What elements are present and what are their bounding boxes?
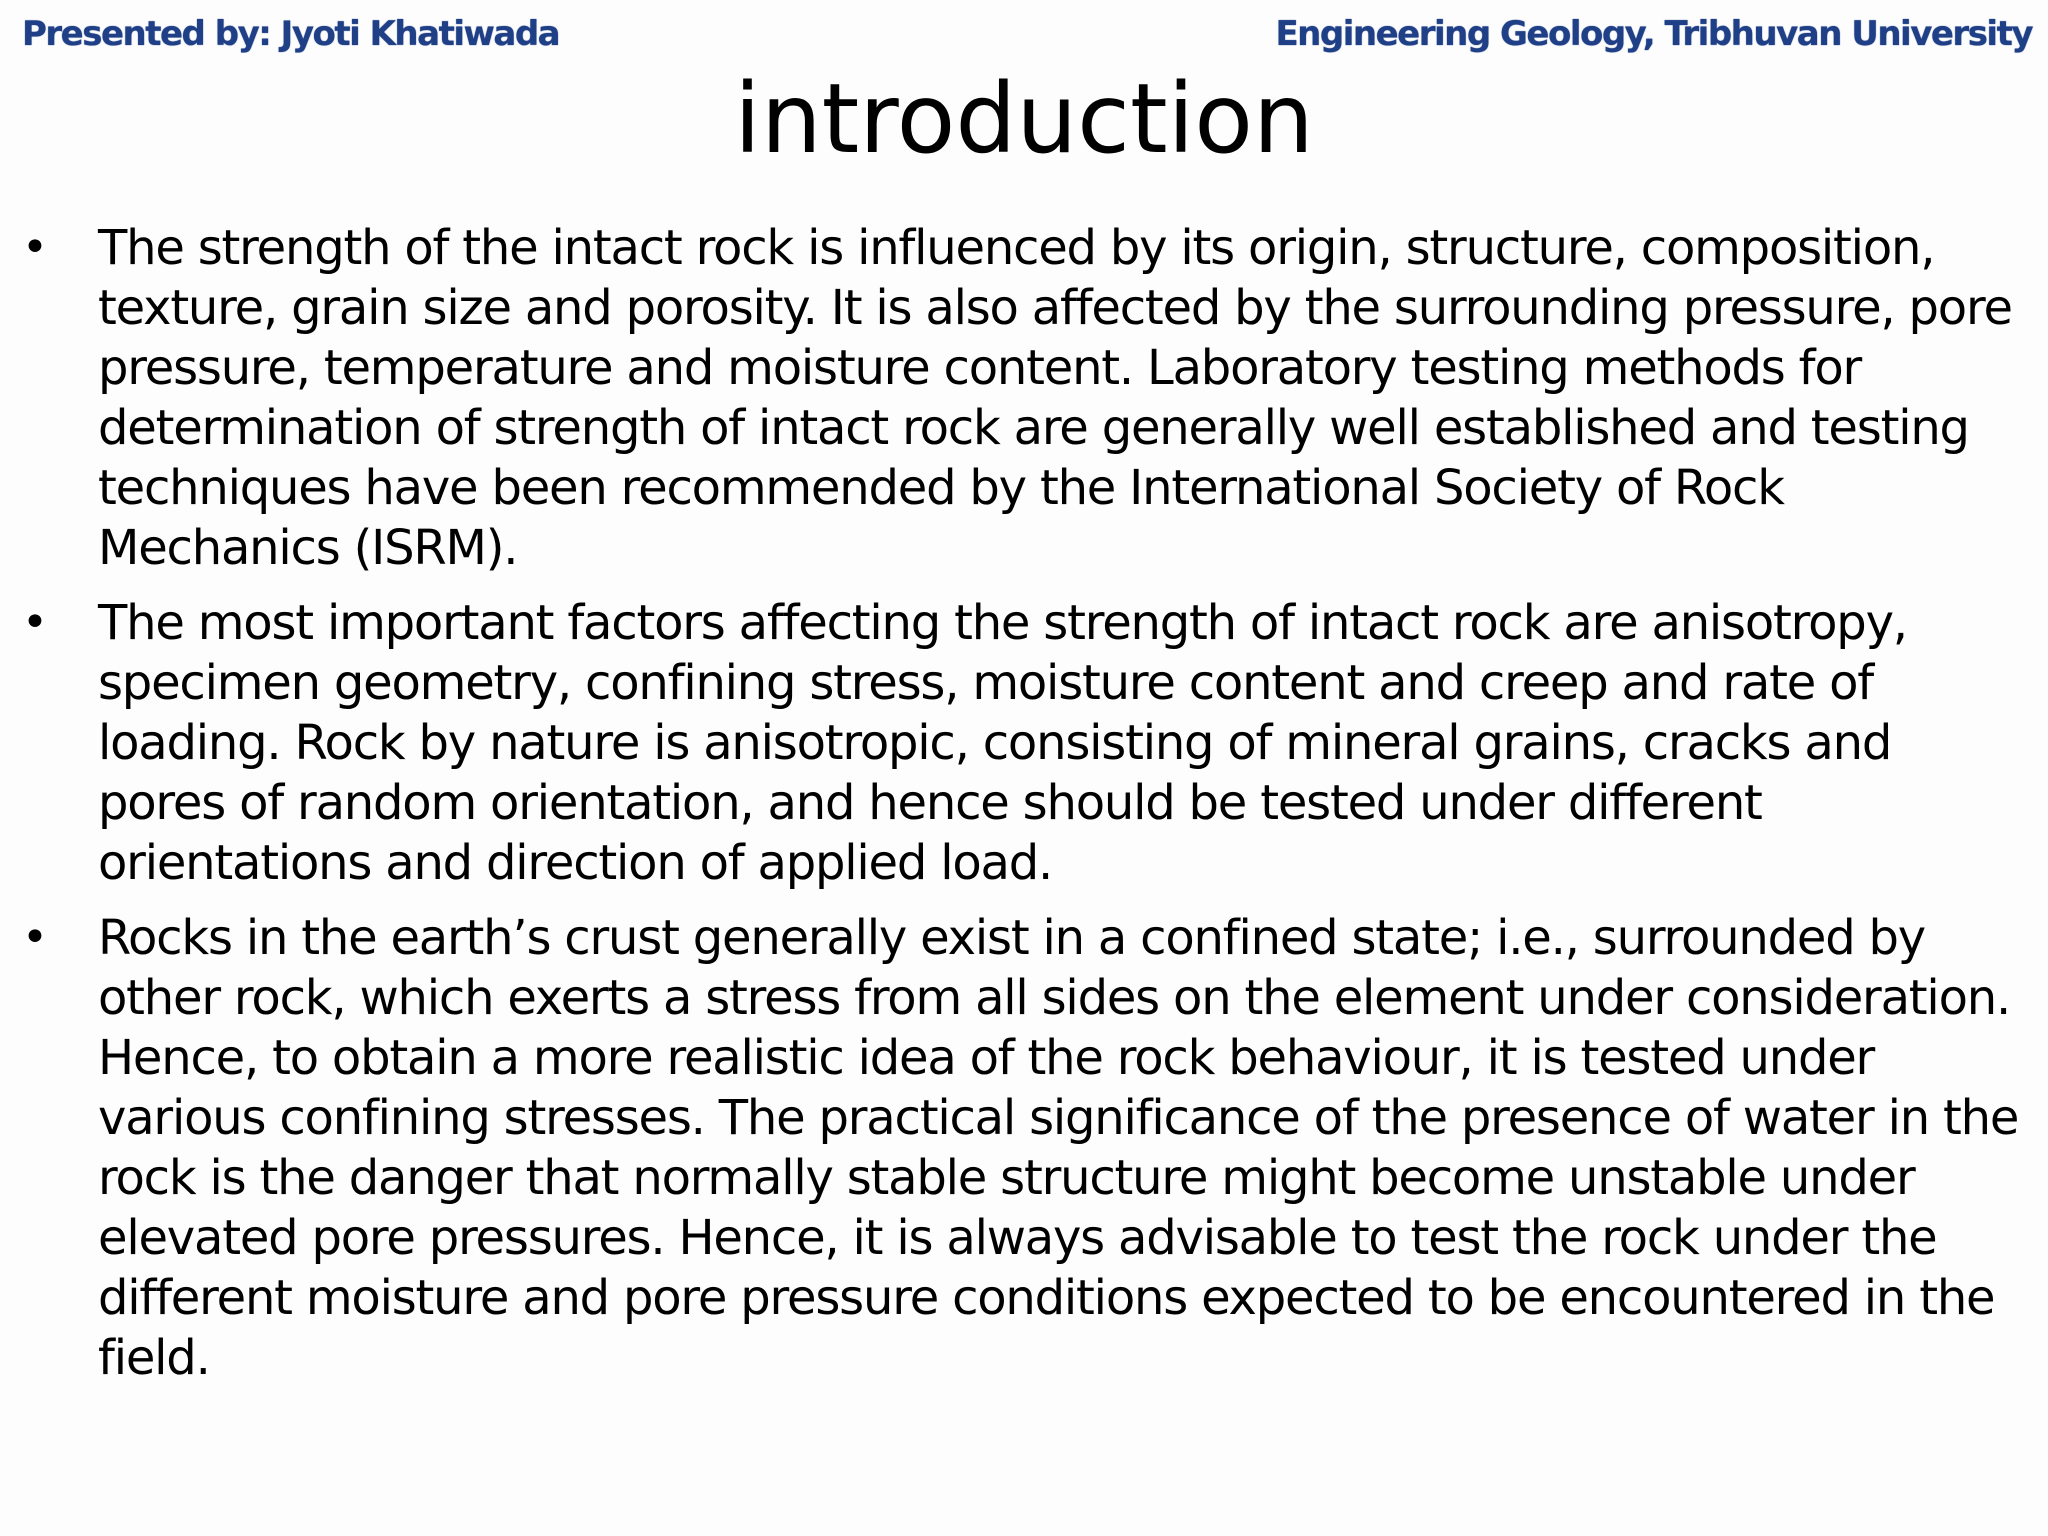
course-credit: Engineering Geology, Tribhuvan University [1275,14,2032,54]
slide-title: introduction [734,63,1314,175]
bullet-item [0,593,2048,893]
bullet-text: Rocks in the earth’s crust generally exist in a confined state; i.e., surrounded by other rock, which exerts a stress from all sides on the element under consideration. Hence, to obtain a more realistic idea of the rock behaviour, it is tested under various confining stresses. The practical significance of the presence of water in the rock is the danger that normally stable structure might become unstable under elevated pore pressures. Hence, it is always advisable to test the rock under the different moisture and pore pressure conditions expected to be encountered in the field. [98,910,2019,1386]
bullet-item [0,908,2048,1388]
bullet-icon: • [22,912,47,963]
bullet-icon: • [22,597,47,648]
bullet-icon: • [22,222,47,273]
bullet-item [0,218,2048,578]
bullet-list [0,218,2048,1403]
bullet-text: The most important factors affecting the strength of intact rock are anisotropy, specimen geometry, confining stress, moisture content and creep and rate of loading. Rock by nature is anisotropic, consisting of mineral grains, cracks and pores of random orientation, and hence should be tested under different orientations and direction of applied load. [98,595,1907,891]
presenter-credit: Presented by: Jyoti Khatiwada [22,14,560,54]
bullet-text: The strength of the intact rock is influenced by its origin, structure, composition, texture, grain size and porosity. It is also affected by the surrounding pressure, pore pressure, temperature and moisture content. Laboratory testing methods for determination of strength of intact rock are generally well established and testing techniques have been recommended by the International Society of Rock Mechanics (ISRM). [98,220,2012,576]
